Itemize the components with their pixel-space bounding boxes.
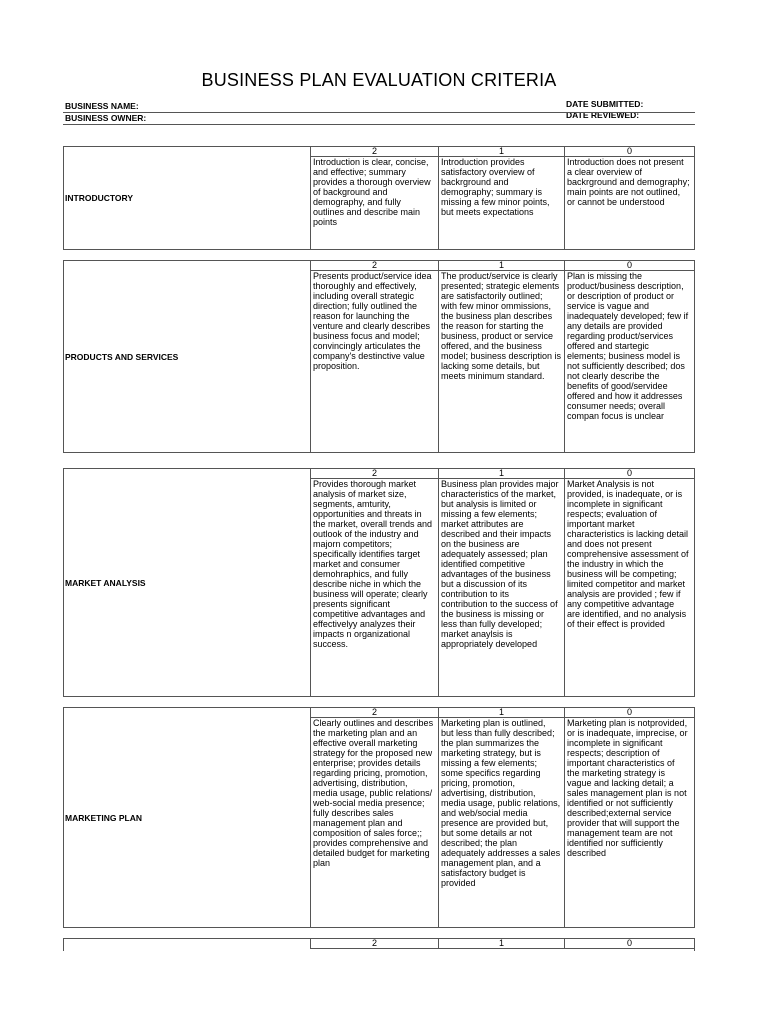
criterion-table-products-and-services xyxy=(63,260,695,453)
criterion-table-introductory xyxy=(63,146,695,250)
criterion-table-market-analysis xyxy=(63,468,695,697)
score-header-1: 1 xyxy=(438,708,564,718)
date-reviewed-label: DATE REVIEWED: xyxy=(566,110,640,120)
business-name-label: BUSINESS NAME: xyxy=(65,101,139,111)
criterion-label xyxy=(64,939,310,951)
score-header-0: 0 xyxy=(564,261,694,271)
criterion-label: PRODUCTS AND SERVICES xyxy=(65,351,179,362)
description-score-0: Market Analysis is not provided, is inadequate, or is incomplete in significant respects; evaluation of important market characteristics is lacking detail and does not present comprehensive assessment of the industry in which the business will be competing; limited competitor and market analysis are provided ; few if any competitive advantage are identified, and no analysis of their effect is provided xyxy=(564,479,694,696)
score-header-1: 1 xyxy=(438,261,564,271)
criterion-label: INTRODUCTORY xyxy=(65,193,133,203)
description-score-2: Presents product/service idea thoroughly and effectively, including overall strategic direction; fully outlined the reason for launching the venture and clearly describes business focus and model; convincingly articulates the company's destinctive value proposition. xyxy=(310,271,438,452)
description-score-2: Clearly outlines and describes the marketing plan and an effective overall marketing strategy for the proposed new enterprise; provides details regarding pricing, promotion, advertising, distribution, media usage, public relations/ web-social media presence; fully describes sales management plan and composition of sales force;; provides comprehensive and detailed budget for marketing plan xyxy=(310,718,438,927)
description-score-0: Plan is missing the product/business description, or description of product or service is vague and inadequately developed; few if any details are provided regarding product/services offered and startegic elements; business model is not sufficiently described; dos not clearly describe the benefits of good/servidee offered and how it addresses consumer needs; overall compan focus is unclear xyxy=(564,271,694,452)
description-score-2: Provides thorough market analysis of market size, segments, amturity, opportunities and threats in the market, overall trends and outlook of the industry and majorn competitors; specifically identifies target market and consumer demohraphics, and fully describe niche in which the business will operate; clearly presents significant competitive advantages and effectivelyy analyzes their impacts n organizational success. xyxy=(310,479,438,696)
score-header-0: 0 xyxy=(564,147,694,157)
description-score-2: Introduction is clear, concise, and effective; summary provides a thorough overview of background and demography, and fully outlines and describe main points xyxy=(310,157,438,249)
description-score-1: The product/service is clearly presented; strategic elements are satisfactorily outlined; with few minor ommissions, the business plan describes the reason for starting the business, product or service offered, and the business model; business description is lacking some details, but meets minimum standard. xyxy=(438,271,564,452)
score-header-2: 2 xyxy=(310,708,438,718)
score-header-1: 1 xyxy=(438,147,564,157)
description-score-1: Introduction provides satisfactory overview of backrground and demography; summary is missing a few minor points, but meets expectations xyxy=(438,157,564,249)
score-header-2: 2 xyxy=(310,469,438,479)
score-header-2: 2 xyxy=(310,147,438,157)
description-score-0: Marketing plan is notprovided, or is inadequate, imprecise, or incomplete in significant respects; description of important characteristics of the marketing strategy is vague and lacking detail; a sales management plan is not identified or not sufficiently described;external service provider that will support the management team are not identified nor sufficiently described xyxy=(564,718,694,927)
score-header-1: 1 xyxy=(438,939,564,949)
description-score-1: Marketing plan is outlined, but less than fully described; the plan summarizes the marketing strategy, but is missing a few elements; some specifics regarding pricing, promotion, advertising, distribution, media usage, public relations, and web/social media presence are provided but, but some details ar not described; the plan adequately addresses a sales management plan, and a satisfactory budget is provided xyxy=(438,718,564,927)
score-header-2: 2 xyxy=(310,261,438,271)
score-header-0: 0 xyxy=(564,939,694,949)
score-header-0: 0 xyxy=(564,708,694,718)
business-owner-underline xyxy=(63,124,695,125)
criterion-table-marketing-plan xyxy=(63,707,695,928)
page-title: BUSINESS PLAN EVALUATION CRITERIA xyxy=(201,70,557,90)
criterion-label: MARKET ANALYSIS xyxy=(65,577,146,588)
business-owner-label: BUSINESS OWNER: xyxy=(65,113,147,123)
score-header-0: 0 xyxy=(564,469,694,479)
criterion-table-partial xyxy=(63,938,695,951)
date-submitted-label: DATE SUBMITTED: xyxy=(566,99,644,109)
description-score-1: Business plan provides major characteristics of the market, but analysis is limited or missing a few elements; market attributes are described and their impacts on the business are adequately assessed; plan identified competitive advantages of the business but a discussion of its contribution to its contribution to the success of the business is missing or less than fully developed; market anaylsis is appropriately developed xyxy=(438,479,564,696)
description-score-0: Introduction does not present a clear overview of backrground and demography; main points are not outlined, or cannot be understood xyxy=(564,157,694,249)
score-header-2: 2 xyxy=(310,939,438,949)
score-header-1: 1 xyxy=(438,469,564,479)
criterion-label: MARKETING PLAN xyxy=(65,812,142,823)
business-name-underline xyxy=(63,112,695,113)
